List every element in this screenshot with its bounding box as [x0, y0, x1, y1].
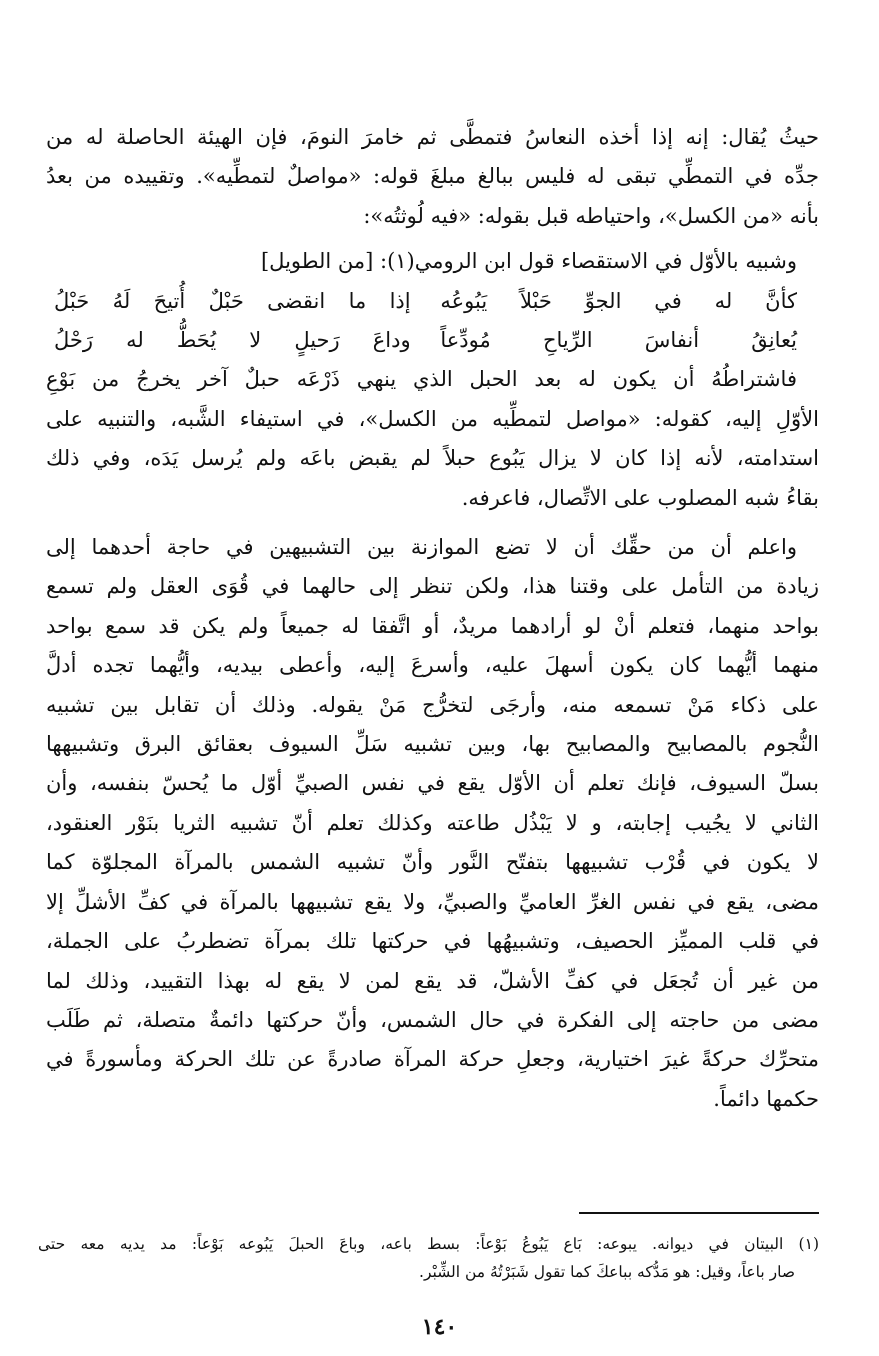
text-line: الثاني لا يجُيب إجابته، و لا يَبْذُل طاعته وكذلك تعلم أنّ تشبيه الثريا بنَوْر العنقود،	[46, 810, 819, 835]
paragraph-1	[46, 118, 819, 236]
page-number: ١٤٠	[421, 1314, 458, 1340]
text-line: بواحد منهما، فتعلم أنْ لو أرادهما مريدٌ، أو اتَّفقا له جميعاً ولم يكن قد سمع بواحد	[46, 613, 819, 638]
poem-verse	[54, 282, 797, 321]
text-line: مضى من حاجته إلى الفكرة في حال الشمس، وأنّ حركتها دائمةٌ متصلة، ثم طَلَب	[46, 1007, 819, 1032]
text-line: حيثُ يُقال: إنه إذا أخذه النعاسُ فتمطَّى ثم خامرَ النومَ، فإن الهيئة الحاصلة له من	[46, 125, 819, 149]
text-line: بأنه «من الكسل»، واحتياطه قبل بقوله: «فيه لُوثتُه»:	[363, 203, 819, 228]
text-line: وشبيه بالأوّل في الاستقصاء قول ابن الرومي(١): [من الطويل]	[260, 249, 797, 274]
text-line: النُّجوم بالمصابيح والمصابيح بها، وبين تشبيه سَلِّ السيوف بعقائق البرق وتشبيهها	[46, 732, 819, 757]
footnote-line: (١) البيتان في ديوانه. يبوعه: بَاع يَبُوعُ بَوْعاً: بسط باعه، وباعَ الحبلَ يَبُوعه بَوْعاً: مد يديه معه حتى	[38, 1235, 819, 1253]
footnote-divider	[579, 1212, 819, 1214]
text-line: على ذكاء مَنْ تسمعه منه، وأرجَى لتخرُّج مَنْ يقوله. وذلك أن تقابل بين تشبيه	[46, 692, 819, 717]
main-text	[46, 118, 819, 1119]
verse-second-half: إذا ما انقضى حَبْلٌ أُتيحَ لَهُ حَبْلُ	[54, 288, 411, 313]
text-line: زيادة من التأمل على وقتنا هذا، ولكن تنظر إلى حالهما في قُوَى العقل ولم تسمع	[46, 574, 819, 599]
text-line: في قلب المميِّز الحصيف، وتشبيهُها في حركتها تلك بمرآة تضطربُ على الجملة،	[46, 929, 819, 954]
poem-verse	[54, 321, 797, 360]
text-line: من غير أن تُجعَل في كفِّ الأشلّ، قد يقع لمن لا يقع له بهذا التقييد، وذلك لما	[46, 968, 819, 993]
text-line: فاشتراطُهُ أن يكون له بعد الحبل الذي ينهي ذَرْعَه حبلٌ آخر يخرجُ من بَوْعِ	[46, 367, 797, 392]
text-line: جدِّه في التمطِّي تبقى له فليس ببالغ مبلغَ قوله: «مواصلٌ لتمطِّيه». وتقييده من بعدُ	[46, 164, 819, 189]
footnote-line: صار باعاً، وقيل: هو مَدُّكه بباعكَ كما تقول شَبَرْتُهُ من الشِّبْر.	[419, 1263, 795, 1281]
text-line: منهما أيُّهما كان يكون أسهلَ عليه، وأسرعَ إليه، وأعطى بيديه، وأيُّهما تجده أدلَّ	[46, 653, 819, 678]
verse-second-half: وداعَ رَحيلٍ لا يُحَطُّ له رَحْلُ	[54, 328, 411, 353]
text-line: مضى، يقع في نفس الغرِّ العاميِّ والصبيِّ، ولا يقع تشبيهها بالمرآة في كفِّ الأشلِّ إلا	[46, 889, 819, 914]
paragraph-3	[46, 360, 819, 518]
text-line: بقاءُ شبه المصلوب على الاتِّصال، فاعرفه.	[461, 485, 819, 510]
paragraph-4	[46, 528, 819, 1119]
text-line: متحرِّك حركةً غيرَ اختيارية، وجعلِ حركة المرآة صادرةً عن تلك الحركة ومأسورةً في	[46, 1047, 819, 1072]
text-line: واعلم أن من حقِّك أن لا تضع الموازنة بين التشبيهين في حاجة أحدهما إلى	[46, 535, 797, 560]
poem-intro	[46, 242, 819, 281]
verse-first-half: يُعانِقُ أنفاسَ الرِّياحِ مُودِّعاً	[440, 328, 797, 353]
text-line: بسلّ السيوف، فإنك تعلم أن الأوّل يقع في نفس الصبيِّ أوّل ما يُحسّ بنفسه، وأن	[46, 771, 819, 796]
verse-first-half: كأنَّ له في الجوِّ حَبْلاً يَبُوعُه	[440, 288, 797, 313]
text-line: لا يكون في قُرْب تشبيهها بتفتّح النَّور وأنّ تشبيه الشمس بالمرآة المجلوّة كما	[46, 850, 819, 875]
text-line: استدامته، لأنه إذا كان لا يزال يَبُوع حبلاً لم يقبض باعَه ولم يُرسل يَدَه، وفي ذلك	[46, 446, 819, 471]
footnotes	[38, 1230, 819, 1286]
poem	[46, 282, 819, 361]
text-line: حكمها دائماً.	[713, 1086, 819, 1111]
text-line: الأوّلِ إليه، كقوله: «مواصل لتمطِّيه من الكسل»، في استيفاء الشَّبه، والتنبيه على	[46, 406, 819, 431]
